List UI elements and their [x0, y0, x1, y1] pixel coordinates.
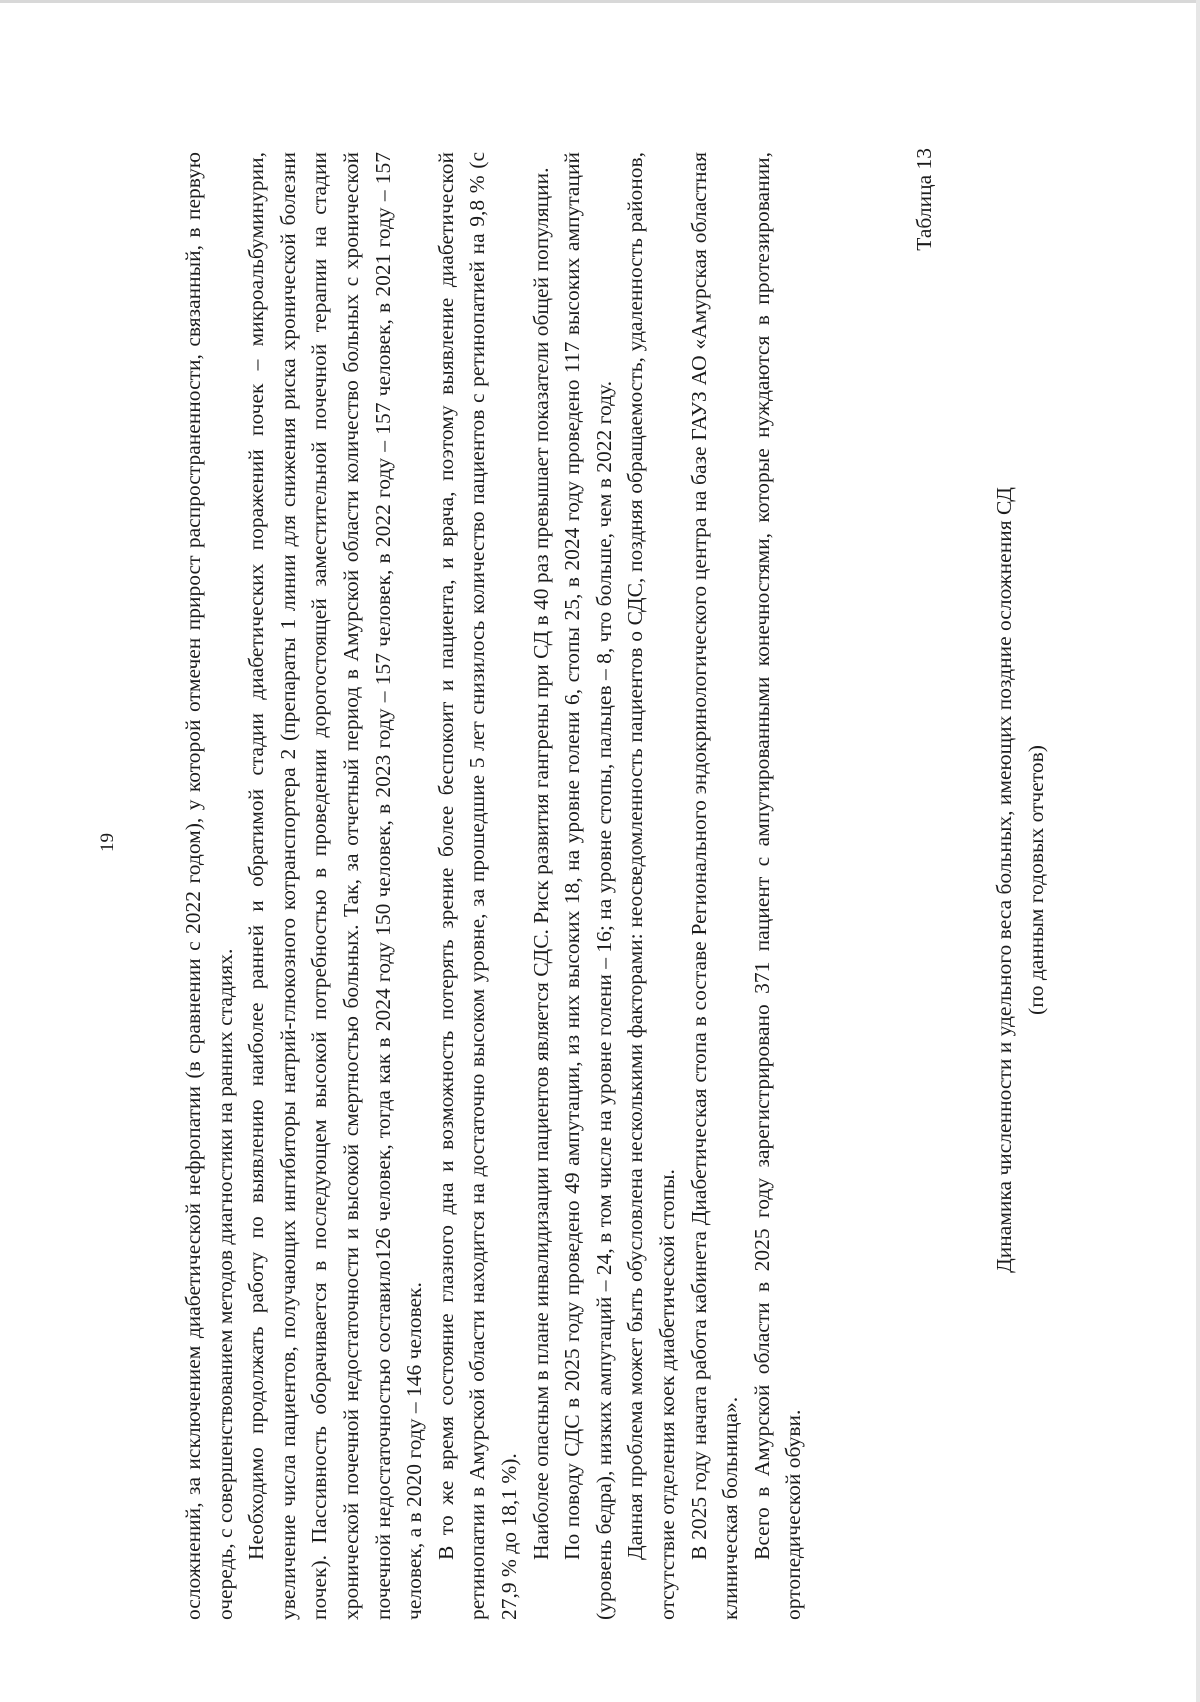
- table-title: [988, 140, 1052, 1620]
- paragraph-7: В 2025 году начата работа кабинета Диабетическая стопа в составе Регионального эндокринологического центра на базе ГАУЗ АО «Амурская областная клиническая больница».: [686, 152, 743, 1620]
- page-number: 19: [97, 833, 118, 852]
- paragraph-5: По поводу СДС в 2025 году проведено 49 ампутации, из них высоких 18, на уровне голени 6, стопы 25, в 2024 году проведено 117 высоких ампутаций (уровень бедра), низких ампутаций – 24, в том числе на уровне голени – 16; на уровне стопы, пальцев – 8, что больше, чем в 2022 году.: [560, 152, 616, 1620]
- body-text: [178, 152, 810, 1620]
- paragraph-4: Наиболее опасным в плане инвалидизации пациентов является СДС. Риск развития гангрены при СД в 40 раз превышает показатели общей популяции.: [528, 167, 553, 1560]
- paragraph-2: Необходимо продолжать работу по выявлению наиболее ранней и обратимой стадии диабетических поражений почек – микроальбуминурии, увеличение числа пациентов, получающих ингибиторы натрий-глюкозного котранспортера 2 (препараты 1 линии для снижения риска хронической болезни почек). Пассивность оборачивается в последующем высокой потребностью в проведении дорогостоящей заместительной почечной терапии на стадии хронической почечной недостаточности и высокой смертностью больных. Так, за отчетный период в Амурской области количество больных с хронической почечной недостаточностью составило126 человек, тогда как в 2024 году 150 человек, в 2023 году – 157 человек, в 2022 году – 157 человек, в 2021 году – 157 человек, а в 2020 году – 146 человек.: [244, 152, 427, 1620]
- table-label: Таблица 13: [912, 148, 936, 251]
- paragraph-6: Данная проблема может быть обусловлена несколькими факторами: неосведомленность пациентов о СДС, поздняя обращаемость, удаленность районов, отсутствие отделения коек диабетической стопы.: [623, 152, 679, 1620]
- table-title-line-2: (по данным годовых отчетов): [1024, 745, 1048, 1015]
- table-title-line-1: Динамика численности и удельного веса больных, имеющих поздние осложнения СД: [992, 487, 1016, 1273]
- paragraph-1: осложнений, за исключением диабетической нефропатии (в сравнении с 2022 годом), у которой отмечен прирост распространенности, связанный, в первую очередь, с совершенствованием методов диагностики на ранних стадиях.: [181, 152, 237, 1620]
- paragraph-8: Всего в Амурской области в 2025 году зарегистрировано 371 пациент с ампутированными конечностями, которые нуждаются в протезировании, ортопедической обуви.: [749, 152, 806, 1620]
- scan-edge-right: [1196, 0, 1200, 1702]
- paragraph-3: В то же время состояние глазного дна и возможность потерять зрение более беспокоит и пациента, и врача, поэтому выявление диабетической ретинопатии в Амурской области находится на достаточно высоком уровне, за прошедшие 5 лет снизилось количество пациентов с ретинопатией на 9,8 % (с 27,9 % до 18,1 %).: [433, 152, 521, 1620]
- scan-edge-top: [0, 0, 1200, 3]
- rotated-content: [97, 140, 1100, 1620]
